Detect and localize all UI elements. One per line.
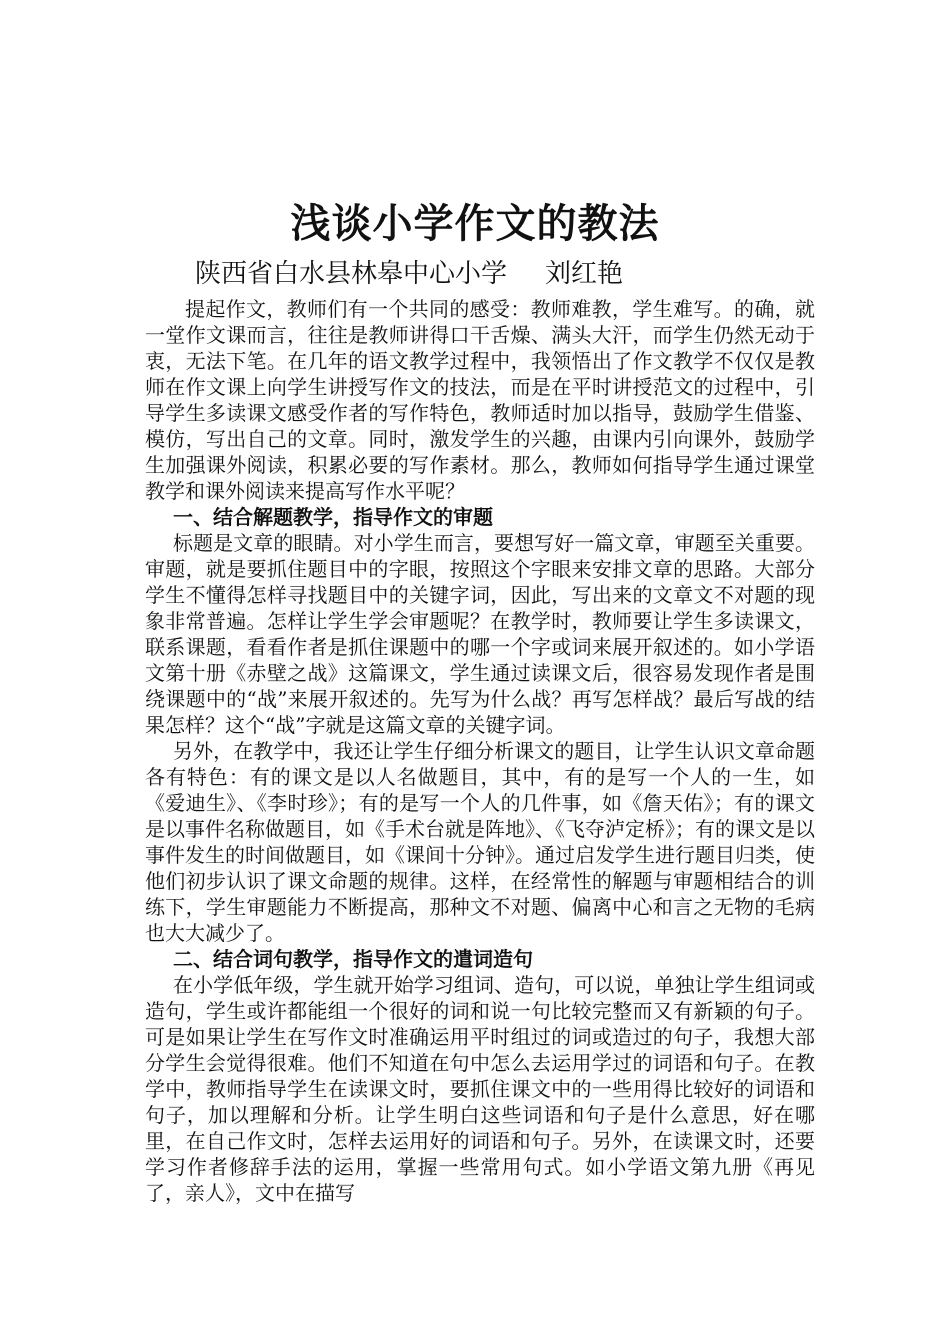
section-1-paragraph-1: 标题是文章的眼睛。对小学生而言，要想写好一篇文章，审题至关重要。审题，就是要抓住题目中的字眼，按照这个字眼来安排文章的思路。大部分学生不懂得怎样寻找题目中的关键字词，因此，写出来的文章文不对题的现象非常普遍。怎样让学生学会审题呢？在教学时，教师要让学生多读课文，联系课题，看看作者是抓住课题中的哪一个字或词来展开叙述的。如小学语文第十册《赤壁之战》这篇课文，学生通过读课文后，很容易发现作者是围绕课题中的“战”来展开叙述的。先写为什么战？再写怎样战？最后写战的结果怎样？这个“战”字就是这篇文章的关键字词。 [145, 531, 815, 737]
section-2-paragraph-1: 在小学低年级，学生就开始学习组词、造句，可以说，单独让学生组词或造句，学生或许都能组一个很好的词和说一句比较完整而又有新颖的句子。可是如果让学生在写作文时准确运用平时组过的词或造过的句子，我想大部分学生会觉得很难。他们不知道在句中怎么去运用学过的词语和句子。在教学中，教师指导学生在读课文时，要抓住课文中的一些用得比较好的词语和句子，加以理解和分析。让学生明白这些词语和句子是什么意思，好在哪里，在自己作文时，怎样去运用好的词语和句子。另外，在读课文时，还要学习作者修辞手法的运用，掌握一些常用句式。如小学语文第九册《再见了，亲人》，文中在描写 [145, 973, 815, 1205]
author-name: 刘红艳 [545, 259, 624, 289]
section-heading-1: 一、结合解题教学，指导作文的审题 [173, 505, 493, 529]
article-title: 浅谈小学作文的教法 [290, 200, 660, 247]
school-name: 陕西省白水县林皋中心小学 [195, 259, 508, 289]
section-heading-2: 二、结合词句教学，指导作文的遣词造句 [173, 947, 533, 971]
section-1-paragraph-2: 另外，在教学中，我还让学生仔细分析课文的题目，让学生认识文章命题各有特色：有的课文是以人名做题目，其中，有的是写一个人的一生，如《爱迪生》、《李时珍》；有的是写一个人的几件事，如《詹天佑》；有的课文是以事件名称做题目，如《手术台就是阵地》、《飞夺泸定桥》；有的课文是以事件发生的时间做题目，如《课间十分钟》。通过启发学生进行题目归类，使他们初步认识了课文命题的规律。这样，在经常性的解题与审题相结合的训练下，学生审题能力不断提高，那种文不对题、偏离中心和言之无物的毛病也大大减少了。 [145, 739, 815, 945]
byline [195, 254, 835, 294]
article-body [145, 296, 815, 1206]
intro-paragraph: 提起作文，教师们有一个共同的感受：教师难教，学生难写。的确，就一堂作文课而言，往往是教师讲得口干舌燥、满头大汗，而学生仍然无动于衷，无法下笔。在几年的语文教学过程中，我领悟出了作文教学不仅仅是教师在作文课上向学生讲授写作文的技法，而是在平时讲授范文的过程中，引导学生多读课文感受作者的写作特色，教师适时加以指导，鼓励学生借鉴、模仿，写出自己的文章。同时，激发学生的兴趣，由课内引向课外，鼓励学生加强课外阅读，积累必要的写作素材。那么，教师如何指导学生通过课堂教学和课外阅读来提高写作水平呢？ [145, 297, 815, 503]
